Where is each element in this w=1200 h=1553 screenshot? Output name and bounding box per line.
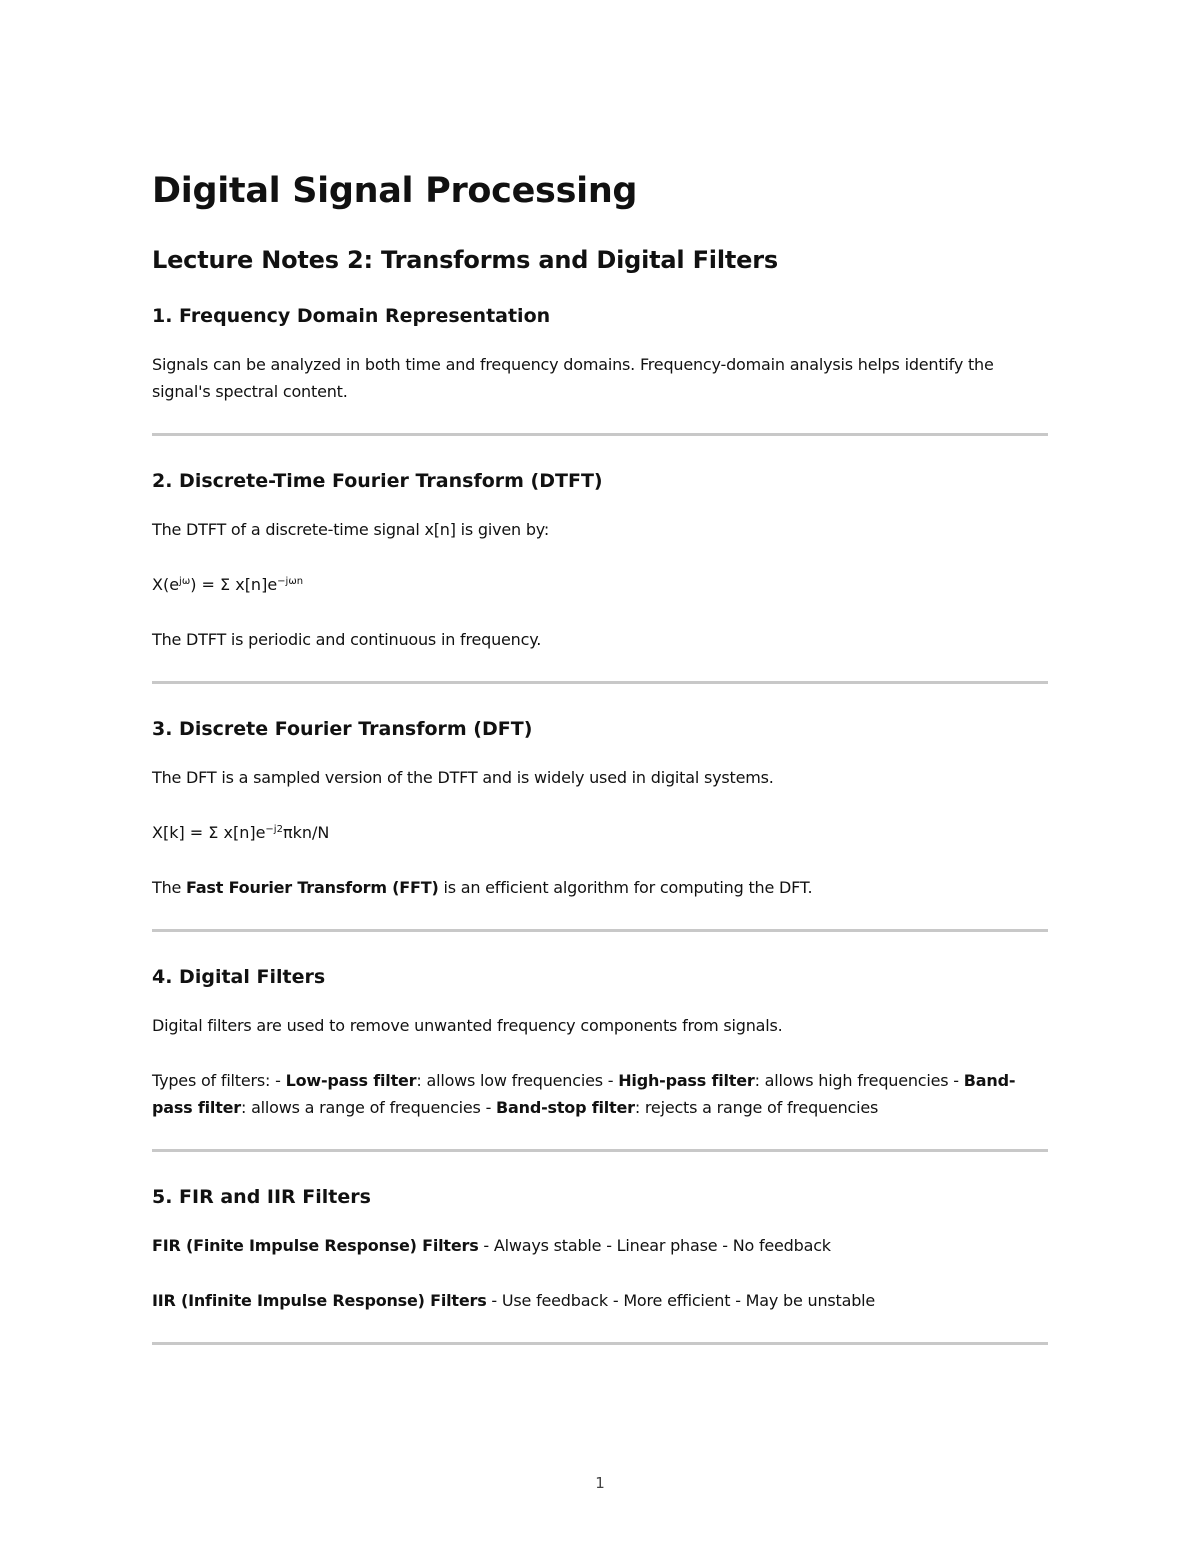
- section-paragraph: The DFT is a sampled version of the DTFT and is widely used in digital systems.: [152, 768, 774, 787]
- dtft-formula: $X(e^{j\omega}) = \Sigma$ $x[n]e^{-j\omega n}$: [152, 575, 304, 594]
- dft-formula: X[k] = Σ $x[n]e^{-j2}\pi kn/N$: [152, 823, 330, 842]
- section-digital-filters: [152, 964, 1048, 1121]
- section-heading: 2. Discrete-Time Fourier Transform (DTFT): [152, 470, 603, 492]
- document-title: Digital Signal Processing: [152, 171, 638, 211]
- section-divider: [152, 929, 1048, 932]
- section-heading: 4. Digital Filters: [152, 966, 326, 988]
- section-heading: 3. Discrete Fourier Transform (DFT): [152, 718, 533, 740]
- section-heading: 1. Frequency Domain Representation: [152, 305, 551, 327]
- section-paragraph: The DTFT of a discrete-time signal x[n] is given by:: [152, 520, 550, 539]
- section-divider: [152, 433, 1048, 436]
- iir-paragraph: IIR (Infinite Impulse Response) Filters - Use feedback - More efficient - May be unstable: [152, 1291, 876, 1310]
- section-paragraph: Signals can be analyzed in both time and frequency domains. Frequency-domain analysis helps identify the signal's spectral content.: [152, 355, 994, 401]
- section-paragraph: Digital filters are used to remove unwanted frequency components from signals.: [152, 1016, 783, 1035]
- section-frequency-domain: [152, 303, 1048, 405]
- section-dtft: [152, 468, 1048, 653]
- section-divider: [152, 681, 1048, 684]
- section-paragraph: The DTFT is periodic and continuous in frequency.: [152, 630, 542, 649]
- section-heading: 5. FIR and IIR Filters: [152, 1186, 371, 1208]
- fir-paragraph: FIR (Finite Impulse Response) Filters - Always stable - Linear phase - No feedback: [152, 1236, 831, 1255]
- section-divider: [152, 1149, 1048, 1152]
- section-paragraph: The Fast Fourier Transform (FFT) is an efficient algorithm for computing the DFT.: [152, 878, 813, 897]
- section-divider: [152, 1342, 1048, 1345]
- filter-types-paragraph: Types of filters: - Low-pass filter: allows low frequencies - High-pass filter: allows high frequencies - Band-pass filter: allows a range of frequencies - Band-stop filter: rejects a range of frequencies: [152, 1071, 1016, 1117]
- page-number: 1: [595, 1474, 605, 1492]
- section-fir-iir: [152, 1184, 1048, 1314]
- section-dft: [152, 716, 1048, 901]
- document-subtitle: Lecture Notes 2: Transforms and Digital Filters: [152, 246, 778, 274]
- page-content: [152, 168, 1048, 1345]
